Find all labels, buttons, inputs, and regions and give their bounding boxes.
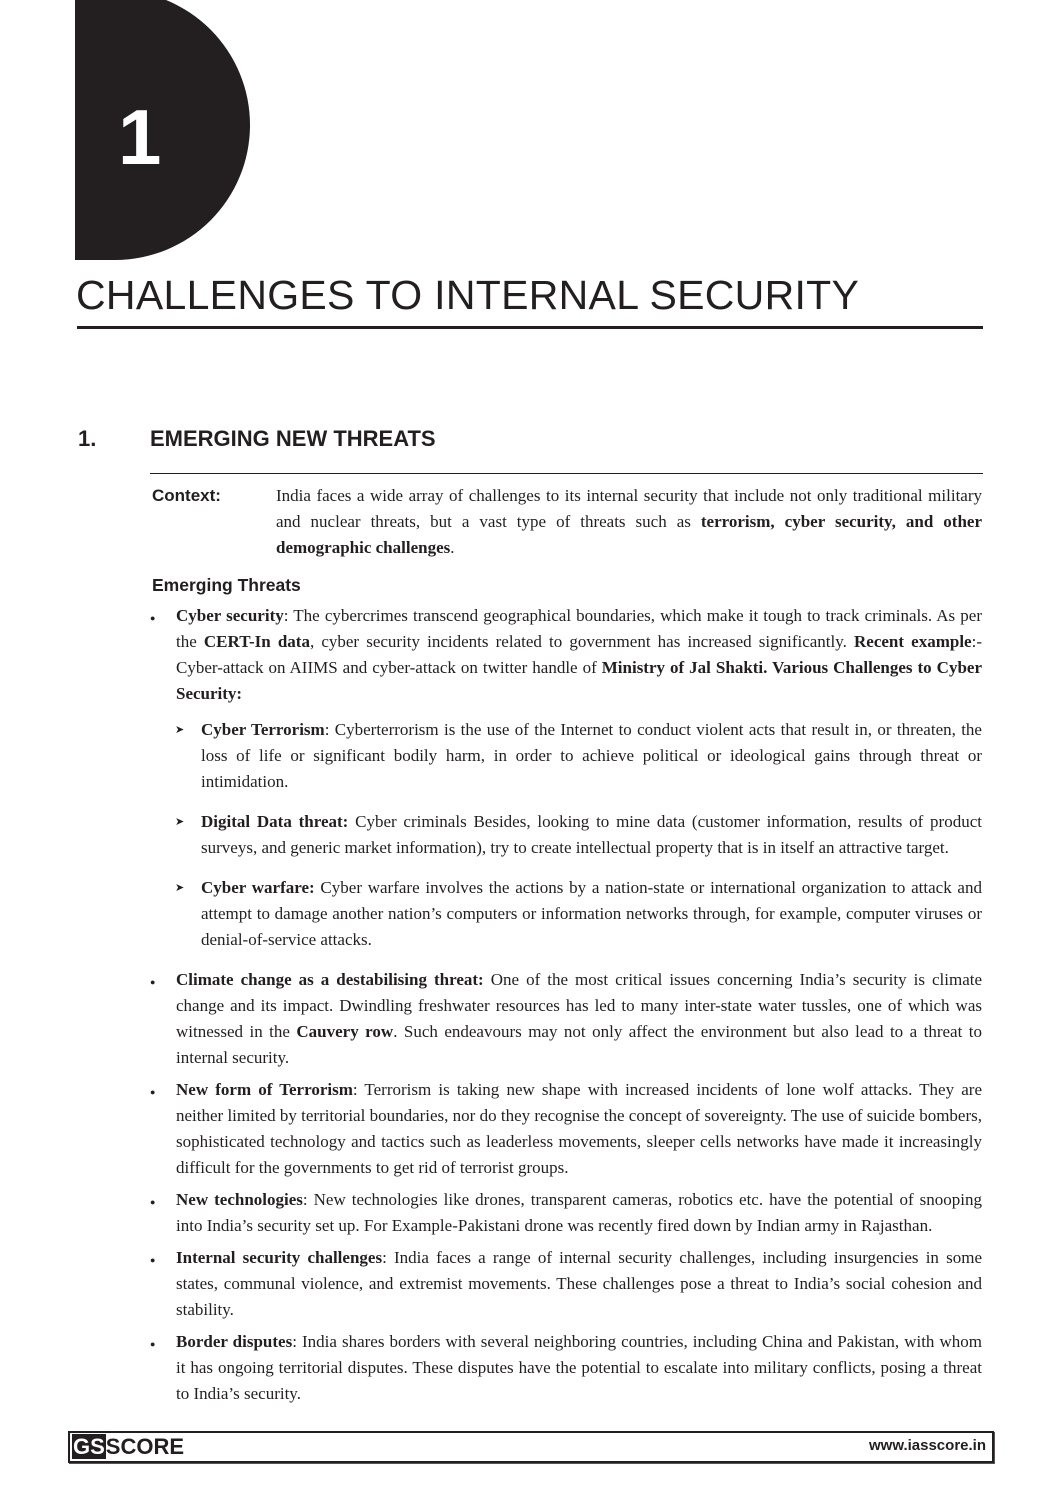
text-run: Cyber warfare involves the actions by a nation-state or international organization to attack and attempt to damage another nation’s computers or information networks through, for example, computer viruses or denial-of-service attacks.	[201, 878, 982, 949]
sub-list-item	[150, 875, 982, 953]
gsscore-logo	[72, 1435, 184, 1459]
list-item-text	[176, 1080, 982, 1177]
list-item-text	[176, 1248, 982, 1319]
arrow-bullet-icon: ➤	[175, 724, 185, 736]
bold-text: New technologies	[176, 1190, 303, 1209]
text-run: . Such endeavours may not only affect the environment but also lead to a threat to internal security.	[176, 1022, 982, 1067]
sub-list-item-text	[201, 720, 982, 791]
bold-text: Cauvery row	[296, 1022, 394, 1041]
title-divider	[77, 326, 983, 329]
threat-list	[150, 603, 982, 1407]
text-run: India faces a wide array of challenges to its internal security that include not only traditional military and nuclear threats, but a vast type of threats such as	[276, 486, 982, 531]
bold-text: Recent example	[854, 632, 972, 651]
text-run: : India shares borders with several neighboring countries, including China and Pakistan, with whom it has ongoing territorial disputes. These disputes have the potential to escalate into military conflicts, posing a threat to India’s security.	[176, 1332, 982, 1403]
section-divider	[150, 473, 983, 474]
bold-text: New form of Terrorism	[176, 1080, 353, 1099]
bold-text: Climate change as a destabilising threat:	[176, 970, 484, 989]
list-item	[150, 1187, 982, 1239]
bold-text: Digital Data threat:	[201, 812, 349, 831]
bold-text: Cyber security	[176, 606, 284, 625]
list-item	[150, 967, 982, 1071]
bold-text: Border disputes	[176, 1332, 293, 1351]
list-item-text	[176, 1332, 982, 1403]
bullet-icon: ●	[150, 1087, 156, 1097]
list-item	[150, 603, 982, 707]
sub-list-item	[150, 809, 982, 861]
chapter-number: 1	[118, 93, 162, 181]
logo-score: SCORE	[105, 1434, 185, 1459]
list-item	[150, 1329, 982, 1407]
context-block	[150, 483, 982, 561]
page-footer	[68, 1431, 994, 1463]
text-run: Cyber criminals Besides, looking to mine data (customer information, results of product surveys, and generic market information), try to create intellectual property that is in itself an attractive target.	[201, 812, 982, 857]
main-content	[150, 483, 982, 1413]
bold-text: Ministry of Jal Shakti. Various Challenges to Cyber Security:	[176, 658, 982, 703]
text-run: : India faces a range of internal security challenges, including insurgencies in some states, communal violence, and extremist movements. These challenges pose a threat to India’s social cohesion and stability.	[176, 1248, 982, 1319]
bullet-icon: ●	[150, 1339, 156, 1349]
bullet-icon: ●	[150, 613, 156, 623]
arrow-bullet-icon: ➤	[175, 882, 185, 894]
text-run: :-Cyber-attack on AIIMS and cyber-attack on twitter handle of	[176, 632, 982, 677]
logo-gs: GS	[73, 1434, 105, 1459]
chapter-tab	[75, 0, 250, 260]
sub-list-item	[150, 717, 982, 795]
list-item	[150, 1245, 982, 1323]
text-run: : New technologies like drones, transparent cameras, robotics etc. have the potential of snooping into India’s security set up. For Example-Pakistani drone was recently fired down by Indian army in Rajasthan.	[176, 1190, 982, 1235]
section-title: EMERGING NEW THREATS	[150, 426, 436, 451]
list-item-text	[176, 970, 982, 1067]
bullet-icon: ●	[150, 977, 156, 987]
list-item-text	[176, 606, 982, 703]
sub-list-item-text	[201, 878, 982, 949]
bold-text: Internal security challenges	[176, 1248, 383, 1267]
context-label: Context:	[152, 486, 221, 505]
footer-url: www.iasscore.in	[869, 1437, 986, 1454]
text-run: : Cyberterrorism is the use of the Internet to conduct violent acts that result in, or threaten, the loss of life or significant bodily harm, in order to achieve political or ideological gains through threat or intimidation.	[201, 720, 982, 791]
text-run: .	[450, 538, 455, 557]
chapter-title: CHALLENGES TO INTERNAL SECURITY	[76, 272, 860, 318]
bold-text: Cyber Terrorism	[201, 720, 325, 739]
bold-text: terrorism, cyber security, and other demographic challenges	[276, 512, 982, 557]
list-item	[150, 1077, 982, 1181]
context-text	[276, 483, 982, 561]
arrow-bullet-icon: ➤	[175, 816, 185, 828]
text-run: One of the most critical issues concerning India’s security is climate change and its impact. Dwindling freshwater resources has led to many inter-state water tussles, one of which was witnessed in the	[176, 970, 983, 1041]
bullet-icon: ●	[150, 1255, 156, 1265]
text-run: , cyber security incidents related to government has increased significantly.	[309, 632, 855, 651]
bold-text: Cyber warfare:	[201, 878, 315, 897]
text-run: : Terrorism is taking new shape with increased incidents of lone wolf attacks. They are neither limited by territorial boundaries, nor do they recognise the concept of sovereignty. The use of suicide bombers, sophisticated technology and tactics such as leaderless movements, sleeper cells networks have made it increasingly difficult for the governments to get rid of terrorist groups.	[176, 1080, 982, 1177]
list-item-text	[176, 1190, 982, 1235]
sub-list-item-text	[201, 812, 982, 857]
section-number: 1.	[78, 426, 97, 451]
text-run: : The cybercrimes transcend geographical boundaries, which make it tough to track criminals. As per the	[176, 606, 983, 651]
subheading: Emerging Threats	[152, 575, 301, 595]
bullet-icon: ●	[150, 1197, 156, 1207]
bold-text: CERT-In data	[203, 632, 310, 651]
